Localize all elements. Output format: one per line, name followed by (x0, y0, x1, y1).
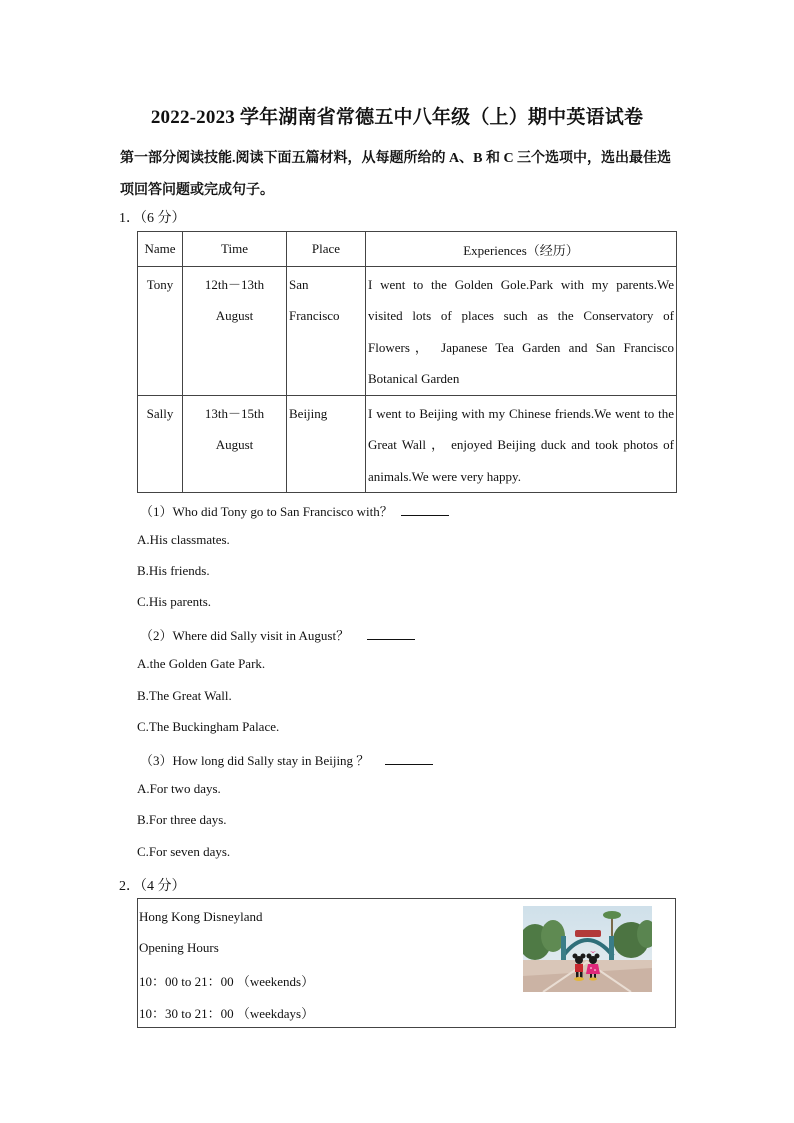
section-instructions: 第一部分阅读技能.阅读下面五篇材料，从每题所给的 A、B 和 C 三个选项中，选出最佳选项回答问题或完成句子。 (120, 151, 672, 198)
weekday-hours: 10：30 to 21：00 （weekdays） (139, 1006, 315, 1021)
answer-blank[interactable] (401, 503, 449, 516)
place-line-1: Beijing (289, 406, 328, 421)
cell-place (287, 396, 366, 493)
option-b: B.His friends. (137, 563, 210, 578)
option-a: A.His classmates. (137, 532, 230, 547)
question-1-1-stem: （1）Who did Tony go to San Francisco with？ (140, 501, 449, 520)
option-a: A.the Golden Gate Park. (137, 656, 266, 671)
time-start: 12th－13th (204, 277, 265, 292)
header-place: Place (287, 232, 366, 267)
cell-name: Sally (138, 396, 183, 493)
table-header-row (138, 232, 677, 267)
header-experiences: Experiences（经历） (366, 232, 677, 267)
table-row (138, 396, 677, 493)
disneyland-entrance-photo (523, 906, 652, 992)
cell-time (183, 267, 287, 396)
option-a: A.For two days. (137, 781, 221, 796)
header-name: Name (138, 232, 183, 267)
disneyland-info-box (137, 898, 676, 1028)
opening-hours-heading: Opening Hours (139, 940, 219, 955)
weekend-hours: 10：00 to 21：00 （weekends） (139, 974, 315, 989)
place-line-1: San (289, 277, 309, 292)
experiences-table (137, 231, 677, 493)
cell-experience: I went to the Golden Gole.Park with my parents.We visited lots of places such as the Conservatory of Flowers， Japanese Tea Garden and San Francisco Botanical Garden (366, 267, 677, 396)
cell-place (287, 267, 366, 396)
option-b: B.The Great Wall. (137, 688, 232, 703)
option-c: C.His parents. (137, 594, 212, 609)
question-1-3-stem: （3）How long did Sally stay in Beijing ？ (140, 750, 433, 769)
cell-experience: I went to Beijing with my Chinese friends.We went to the Great Wall ， enjoyed Beijing duck and took photos of animals.We were very happy. (366, 396, 677, 493)
cell-name: Tony (138, 267, 183, 396)
question-1-number: 1．（6 分） (119, 211, 186, 226)
time-start: 13th－15th (204, 406, 265, 421)
place-line-2: Francisco (289, 308, 340, 323)
option-c: C.The Buckingham Palace. (137, 719, 280, 734)
question-2-number: 2．（4 分） (119, 879, 186, 894)
table-row (138, 267, 677, 396)
header-time: Time (183, 232, 287, 267)
question-1-2-stem: （2）Where did Sally visit in August？ (140, 625, 415, 644)
page-title: 2022-2023 学年湖南省常德五中八年级（上）期中英语试卷 (150, 107, 644, 128)
park-name: Hong Kong Disneyland (139, 909, 263, 924)
time-month: August (215, 308, 254, 323)
option-b: B.For three days. (137, 812, 227, 827)
answer-blank[interactable] (367, 627, 415, 640)
answer-blank[interactable] (385, 752, 433, 765)
cell-time (183, 396, 287, 493)
time-month: August (215, 437, 254, 452)
option-c: C.For seven days. (137, 844, 231, 859)
